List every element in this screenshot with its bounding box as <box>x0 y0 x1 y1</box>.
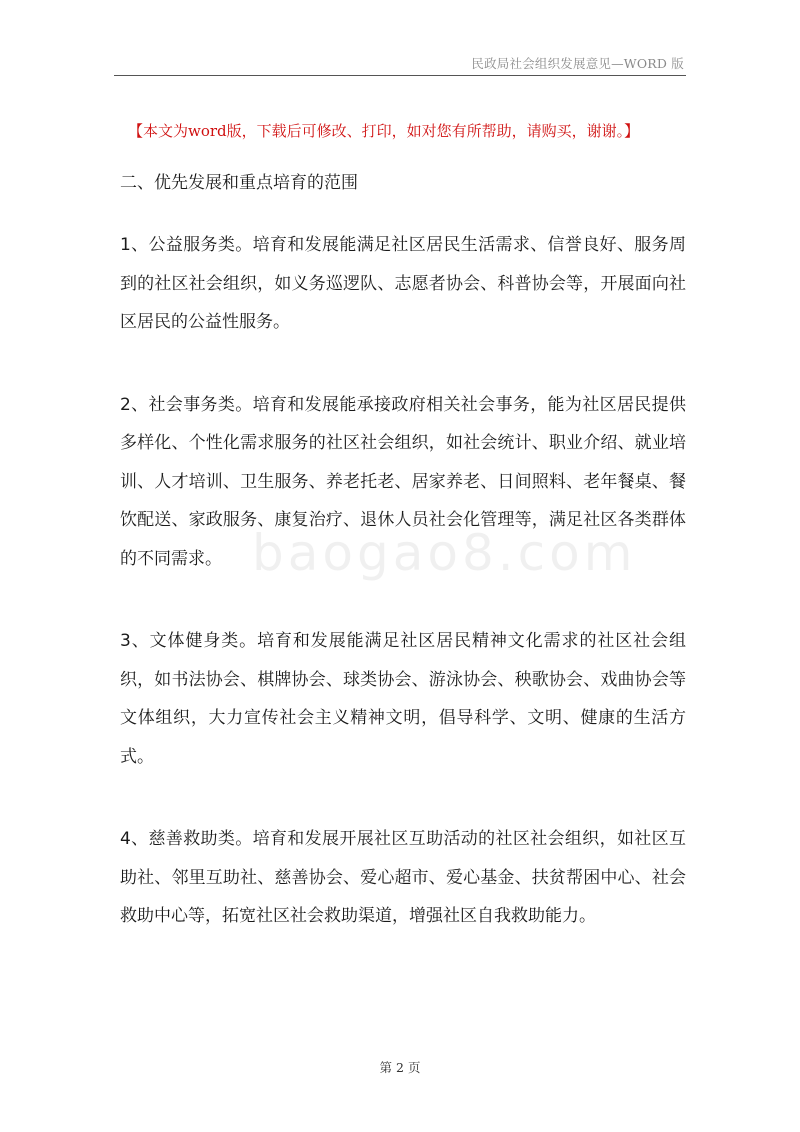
paragraph-charity-relief: 4、慈善救助类。培育和发展开展社区互助活动的社区社会组织，如社区互助社、邻里互助社、慈善协会、爱心超市、爱心基金、扶贫帮困中心、社会救助中心等，拓宽社区社会救助渠道，增强社区自我救助能力。 <box>120 829 686 926</box>
paragraph-social-affairs: 2、社会事务类。培育和发展能承接政府相关社会事务，能为社区居民提供多样化、个性化需求服务的社区社会组织，如社会统计、职业介绍、就业培训、人才培训、卫生服务、养老托老、居家养老、日间照料、老年餐桌、餐饮配送、家政服务、康复治疗、退休人员社会化管理等，满足社区各类群体的不同需求。 <box>120 394 686 569</box>
section-title: 二、优先发展和重点培育的范围 <box>120 173 358 193</box>
document-body <box>120 168 686 980</box>
watermark: baogao8.com <box>252 524 637 582</box>
purchase-notice: 【本文为word版，下载后可修改、打印，如对您有所帮助，请购买，谢谢。】 <box>128 122 640 140</box>
paragraph-culture-fitness: 3、文体健身类。培育和发展能满足社区居民精神文化需求的社区社会组织，如书法协会、棋牌协会、球类协会、游泳协会、秧歌协会、戏曲协会等文体组织，大力宣传社会主义精神文明，倡导科学、文明、健康的生活方式。 <box>120 631 686 767</box>
paragraph-public-service: 1、公益服务类。培育和发展能满足社区居民生活需求、信誉良好、服务周到的社区社会组织，如义务巡逻队、志愿者协会、科普协会等，开展面向社区居民的公益性服务。 <box>120 235 686 332</box>
running-header: 民政局社会组织发展意见—WORD 版 <box>471 56 684 71</box>
header-divider <box>114 75 686 76</box>
page-number: 第 2 页 <box>379 1060 421 1075</box>
